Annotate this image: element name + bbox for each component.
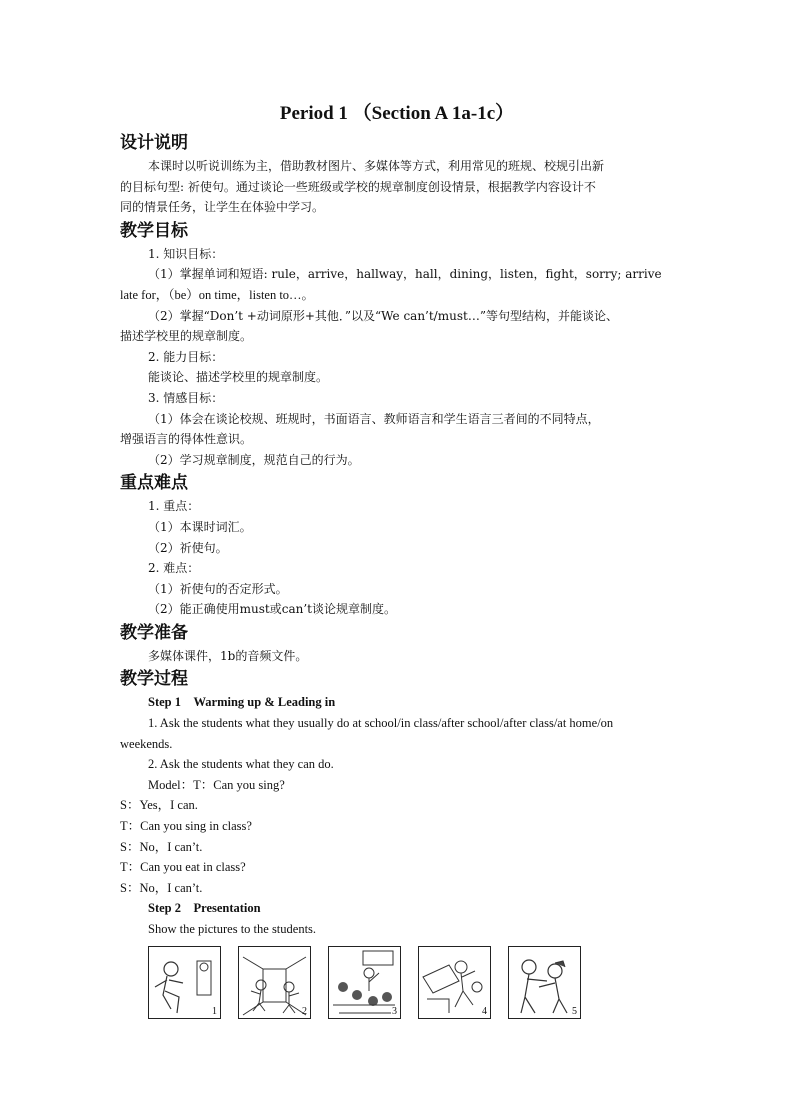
paragraph-line: 同的情景任务，让学生在体验中学习。 — [120, 200, 325, 215]
section-heading-design: 设计说明 — [120, 133, 188, 153]
dialogue-line: S：Yes，I can. — [120, 798, 198, 813]
picture-4 — [418, 946, 491, 1019]
paragraph-line: （2）能正确使用must或can’t谈论规章制度。 — [148, 602, 396, 617]
section-heading-goals: 教学目标 — [120, 220, 188, 241]
picture-5 — [508, 946, 581, 1019]
page-title: Period 1 （Section A 1a-1c） — [279, 103, 515, 124]
paragraph-line: 本课时以听说训练为主，借助教材图片、多媒体等方式，利用常见的班规、校规引出新 — [148, 159, 605, 173]
picture-number: 3 — [392, 1005, 397, 1017]
section-heading-focus: 重点难点 — [120, 473, 188, 494]
paragraph-line: Model：T：Can you sing? — [148, 777, 285, 792]
document-body — [120, 130, 680, 1026]
running-student-illustration — [149, 947, 220, 1018]
paragraph-line: weekends. — [120, 736, 173, 751]
picture-3 — [328, 946, 401, 1019]
paragraph-line: （1）掌握单词和短语: rule，arrive，hallway，hall，dining，listen，fight，sorry; arrive — [148, 267, 662, 282]
picture-2 — [238, 946, 311, 1019]
hallway-running-illustration — [239, 947, 310, 1018]
section-heading-prep: 教学准备 — [120, 622, 188, 643]
paragraph-line: 2. 难点： — [148, 561, 200, 576]
paragraph-line: 3. 情感目标： — [148, 390, 224, 405]
paragraph-line: 1. 重点： — [148, 499, 200, 514]
paragraph-line: 2. Ask the students what they can do. — [148, 757, 334, 772]
paragraph-line: 2. 能力目标： — [148, 349, 224, 364]
classroom-illustration — [329, 947, 400, 1018]
dialogue-line: S：No，I can’t. — [120, 880, 203, 895]
step-heading: Step 2 Presentation — [148, 901, 261, 916]
paragraph-line: 描述学校里的规章制度。 — [120, 329, 253, 344]
paragraph-line: 1. 知识目标： — [148, 246, 224, 261]
dialogue-line: T：Can you sing in class? — [120, 819, 252, 834]
paragraph-line: （2）掌握“Don’t +动词原形+其他．”以及“We can’t/must…”等句型结构，并能谈论、 — [148, 308, 618, 323]
picture-number: 5 — [572, 1005, 577, 1017]
picture-number: 2 — [302, 1005, 307, 1017]
picture-number: 1 — [212, 1005, 217, 1017]
paragraph-line: 的目标句型: 祈使句。通过谈论一些班级或学校的规章制度创设情景，根据教学内容设计不 — [120, 179, 596, 194]
paragraph-line: （1）本课时词汇。 — [148, 519, 252, 534]
paragraph-line: 增强语言的得体性意识。 — [120, 432, 253, 447]
paragraph-line: （2）学习规章制度，规范自己的行为。 — [148, 452, 360, 467]
paragraph-line: late for，（be）on time，listen to…。 — [120, 287, 315, 302]
paragraph-line: Show the pictures to the students. — [148, 922, 317, 936]
fighting-students-illustration — [509, 947, 580, 1018]
paragraph-line: 1. Ask the students what they usually do at school/in class/after school/after class/at home/on — [148, 716, 614, 731]
picture-strip — [120, 946, 680, 1026]
dining-hall-illustration — [419, 947, 490, 1018]
picture-1 — [148, 946, 221, 1019]
section-heading-process: 教学过程 — [120, 669, 188, 690]
dialogue-line: S：No，I can’t. — [120, 839, 203, 854]
dialogue-line: T：Can you eat in class? — [120, 860, 246, 875]
paragraph-line: 多媒体课件，1b的音频文件。 — [148, 648, 308, 663]
paragraph-line: （1）体会在谈论校规、班规时，书面语言、教师语言和学生语言三者间的不同特点， — [148, 411, 600, 426]
picture-number: 4 — [482, 1005, 487, 1017]
paragraph-line: （1）祈使句的否定形式。 — [148, 581, 288, 596]
step-heading: Step 1 Warming up & Leading in — [148, 695, 336, 710]
paragraph-line: 能谈论、描述学校里的规章制度。 — [148, 370, 329, 385]
paragraph-line: （2）祈使句。 — [148, 540, 228, 555]
